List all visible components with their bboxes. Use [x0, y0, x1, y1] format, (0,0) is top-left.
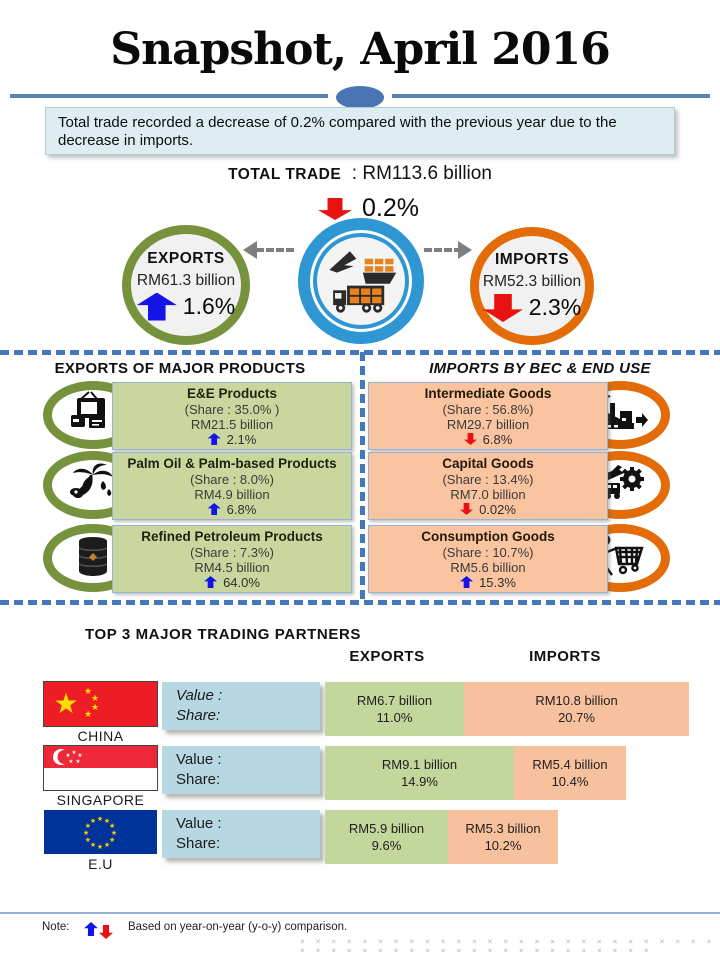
exports-label: EXPORTS [147, 249, 225, 267]
connector-to-imports [424, 248, 462, 252]
svg-text:★: ★ [53, 687, 79, 720]
export-share: 14.9% [401, 774, 438, 789]
up-arrow-icon [137, 293, 177, 321]
header-divider-right [392, 94, 710, 98]
eu-flag [44, 810, 157, 854]
connector-arrowhead-right-icon [458, 241, 472, 259]
product-box [368, 382, 608, 450]
import-value: RM5.3 billion [465, 821, 541, 836]
down-arrow-icon [99, 925, 113, 939]
value-label: Value : [176, 815, 222, 832]
note-label: Note: [42, 921, 70, 933]
product-change-pct: 6.8% [226, 501, 257, 517]
imports-change-pct: 2.3% [528, 294, 582, 320]
value-share-box [162, 810, 320, 858]
svg-text:★: ★ [77, 753, 83, 759]
exports-bubble [122, 225, 250, 345]
svg-text:★: ★ [96, 843, 104, 851]
svg-text:★: ★ [110, 829, 118, 837]
summary-box [45, 107, 675, 155]
footer-divider [0, 912, 720, 914]
up-arrow-icon [460, 576, 473, 588]
svg-text:★: ★ [108, 836, 116, 844]
product-title: E&E Products [186, 385, 278, 401]
svg-text:★: ★ [68, 759, 74, 765]
product-value: RM21.5 billion [190, 416, 274, 432]
product-title: Palm Oil & Palm-based Products [127, 455, 337, 471]
product-title: Refined Petroleum Products [141, 528, 323, 544]
product-change [379, 575, 597, 590]
svg-text:★: ★ [90, 703, 100, 713]
import-value: RM5.4 billion [532, 757, 608, 772]
product-title: Intermediate Goods [424, 385, 552, 401]
imports-bec-heading: IMPORTS BY BEC & END USE [429, 360, 651, 377]
total-trade-label: TOTAL TRADE [228, 166, 342, 183]
note-legend [84, 919, 113, 939]
import-share: 10.4% [551, 774, 589, 789]
product-change-pct: 15.3% [479, 574, 516, 590]
svg-text:★: ★ [96, 815, 104, 823]
product-change-pct: 6.8% [482, 431, 513, 447]
exports-products-heading: EXPORTS OF MAJOR PRODUCTS [54, 360, 306, 377]
export-share: 9.6% [371, 838, 402, 853]
exports-change [137, 293, 235, 321]
up-arrow-icon [84, 922, 98, 936]
product-item [0, 451, 720, 521]
china-flag [44, 682, 157, 726]
total-trade-value: RM113.6 billion [362, 163, 492, 184]
svg-text:★: ★ [71, 750, 77, 756]
partner-name: CHINA [77, 728, 124, 744]
svg-text:★: ★ [89, 841, 97, 850]
svg-text:★: ★ [83, 687, 93, 697]
singapore-flag [44, 746, 157, 790]
svg-text:★: ★ [108, 822, 116, 830]
partners-col-imports: IMPORTS [529, 648, 601, 665]
product-title: Consumption Goods [421, 528, 555, 544]
value-share-box [162, 682, 320, 730]
value-share-box [162, 746, 320, 794]
product-share: (Share : 56.8%) [442, 401, 534, 417]
import-bar [514, 746, 626, 800]
product-item [0, 524, 720, 594]
partner-row [0, 746, 720, 808]
divider-oval [336, 86, 384, 109]
trade-logistics-icon [313, 233, 409, 329]
export-share: 11.0% [376, 710, 413, 725]
share-label: Share: [176, 771, 221, 788]
product-share: (Share : 7.3%) [190, 544, 274, 560]
export-bar [325, 746, 514, 800]
product-value: RM4.5 billion [194, 559, 270, 575]
share-label: Share: [176, 835, 221, 852]
down-arrow-icon [483, 294, 523, 322]
imports-bubble [470, 227, 594, 345]
export-value: RM5.9 billion [348, 821, 425, 836]
import-value: RM10.8 billion [535, 693, 618, 708]
product-share: (Share : 13.4%) [442, 471, 534, 487]
total-trade-change-pct: 0.2% [362, 194, 419, 222]
product-share: (Share : 35.0% ) [184, 401, 280, 417]
svg-text:★: ★ [89, 816, 97, 825]
product-box [368, 525, 608, 593]
page-title: Snapshot, April 2016 [110, 24, 610, 75]
export-bar [325, 682, 464, 736]
svg-text:★: ★ [103, 816, 111, 825]
svg-text:★: ★ [83, 710, 93, 720]
export-bar [325, 810, 448, 864]
svg-text:★: ★ [82, 829, 90, 837]
connector-arrowhead-left-icon [243, 241, 257, 259]
product-change-pct: 2.1% [226, 431, 257, 447]
import-bar [464, 682, 689, 736]
partner-row [0, 682, 720, 744]
decorative-hatch: × × × × × × × × × × × × × × × × × × × × × × × × × × × × × × × × × × × × × × × × × × × × × × × × × × [300, 937, 715, 955]
product-box [368, 452, 608, 520]
import-bar [448, 810, 558, 864]
summary-text: Total trade recorded a decrease of 0.2% compared with the previous year due to the decrease in imports. [58, 114, 617, 149]
product-share: (Share : 8.0%) [190, 471, 274, 487]
partner-row [0, 810, 720, 872]
partners-heading: TOP 3 MAJOR TRADING PARTNERS [85, 626, 361, 643]
product-change [379, 502, 597, 517]
svg-text:★: ★ [75, 759, 81, 765]
trade-hub-circle [298, 218, 424, 344]
product-value: RM7.0 billion [450, 486, 526, 502]
header-divider-left [10, 94, 328, 98]
partner-name: SINGAPORE [56, 792, 145, 808]
note-text: Based on year-on-year (y-o-y) comparison. [128, 921, 348, 933]
import-share: 10.2% [484, 838, 522, 853]
product-value: RM5.6 billion [450, 559, 526, 575]
imports-label: IMPORTS [494, 250, 570, 268]
svg-text:★: ★ [84, 836, 92, 844]
svg-text:★: ★ [65, 753, 71, 759]
export-value: RM9.1 billion [381, 757, 458, 772]
down-arrow-icon [464, 433, 477, 445]
total-trade-separator: : [346, 163, 363, 184]
value-label: Value : [176, 687, 223, 704]
total-trade-row [0, 163, 720, 185]
product-value: RM29.7 billion [446, 416, 530, 432]
product-change [379, 432, 597, 447]
partners-col-exports: EXPORTS [349, 648, 425, 665]
product-value: RM4.9 billion [194, 486, 270, 502]
product-item [0, 381, 720, 451]
import-share: 20.7% [558, 710, 595, 725]
connector-to-exports [256, 248, 294, 252]
product-change-pct: 0.02% [479, 501, 516, 517]
svg-text:★: ★ [84, 822, 92, 830]
share-label: Share: [176, 707, 221, 724]
product-change-pct: 64.0% [223, 574, 260, 590]
down-arrow-icon [318, 198, 352, 220]
svg-text:★: ★ [90, 694, 100, 704]
product-share: (Share : 10.7%) [442, 544, 534, 560]
imports-change [483, 294, 581, 322]
product-title: Capital Goods [442, 455, 534, 471]
exports-change-pct: 1.6% [182, 293, 236, 319]
partner-name: E.U [88, 856, 113, 872]
svg-text:★: ★ [103, 841, 111, 850]
export-value: RM6.7 billion [356, 693, 433, 708]
down-arrow-icon [460, 503, 473, 515]
exports-value: RM61.3 billion [136, 271, 236, 289]
imports-value: RM52.3 billion [482, 272, 582, 290]
value-label: Value : [176, 751, 222, 768]
